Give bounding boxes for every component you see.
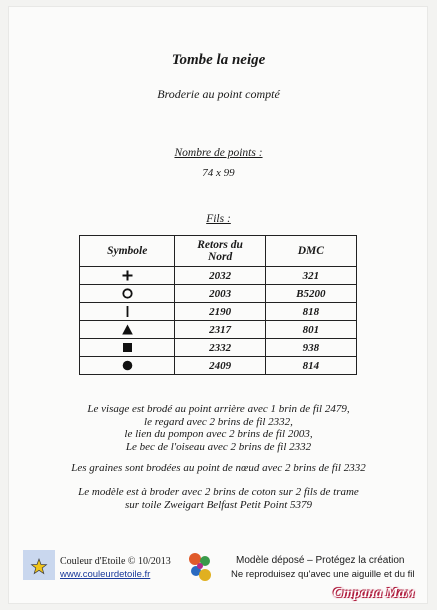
note-line: sur toile Zweigart Belfast Petit Point 5379 xyxy=(125,499,312,511)
symbol-cell xyxy=(80,339,175,357)
thread-table xyxy=(79,235,357,375)
watermark: Страна Мам xyxy=(333,586,415,601)
dmc-cell: 801 xyxy=(265,321,356,339)
note-line: Le bec de l'oiseau avec 2 brins de fil 2332 xyxy=(125,440,312,453)
symbol-cell xyxy=(80,357,175,375)
vertical-bar-icon xyxy=(122,306,133,317)
table-row xyxy=(80,321,357,339)
knot-note: Les graines sont brodées au point de nœud avec 2 brins de fil 2332 xyxy=(71,462,366,474)
table-header-row xyxy=(80,236,357,267)
dmc-cell: 818 xyxy=(265,303,356,321)
header-symbole: Symbole xyxy=(80,236,175,267)
note-line: le lien du pompon avec 2 brins de fil 2003, xyxy=(124,428,313,440)
square-icon xyxy=(122,342,133,353)
table-row xyxy=(80,267,357,285)
dmc-cell: 814 xyxy=(265,357,356,375)
dmc-cell: 938 xyxy=(265,339,356,357)
retors-cell: 2317 xyxy=(175,321,265,339)
symbol-cell xyxy=(80,267,175,285)
table-row xyxy=(80,285,357,303)
symbol-cell xyxy=(80,321,175,339)
filled-circle-icon xyxy=(122,360,133,371)
artist-logo xyxy=(186,550,214,584)
legal-notice-2: Ne reproduisez qu'avec une aiguille et du fil xyxy=(231,569,415,580)
points-value: 74 x 99 xyxy=(202,167,235,179)
plus-icon xyxy=(122,270,133,281)
retors-cell: 2409 xyxy=(175,357,265,375)
symbol-cell xyxy=(80,285,175,303)
circle-outline-icon xyxy=(122,288,133,299)
table-row xyxy=(80,357,357,375)
brand-name: Couleur d'Etoile © 10/2013 xyxy=(60,556,171,567)
fils-label: Fils : xyxy=(206,213,231,225)
legal-notice: Modèle déposé – Protégez la création xyxy=(236,555,405,566)
document-subtitle: Broderie au point compté xyxy=(157,87,280,101)
header-retors-label: Retors du Nord xyxy=(197,239,243,263)
dmc-cell: B5200 xyxy=(265,285,356,303)
retors-cell: 2003 xyxy=(175,285,265,303)
triangle-icon xyxy=(122,324,133,335)
dmc-cell: 321 xyxy=(265,267,356,285)
brand-url-link[interactable]: www.couleurdetoile.fr xyxy=(60,569,151,580)
points-label: Nombre de points : xyxy=(174,147,263,159)
table-row xyxy=(80,339,357,357)
header-dmc: DMC xyxy=(265,236,356,267)
document-title: Tombe la neige xyxy=(171,52,266,68)
header-retors xyxy=(175,236,265,267)
symbol-cell xyxy=(80,303,175,321)
retors-cell: 2190 xyxy=(175,303,265,321)
retors-cell: 2332 xyxy=(175,339,265,357)
retors-cell: 2032 xyxy=(175,267,265,285)
note-line: Le visage est brodé au point arrière avec 1 brin de fil 2479, xyxy=(87,403,350,415)
fabric-note xyxy=(0,486,437,512)
note-line: Le modèle est à broder avec 2 brins de coton sur 2 fils de trame xyxy=(78,486,359,498)
table-row xyxy=(80,303,357,321)
stitch-notes xyxy=(0,403,437,453)
couleur-etoile-logo xyxy=(23,550,55,580)
note-line: le regard avec 2 brins de fil 2332, xyxy=(144,415,293,428)
